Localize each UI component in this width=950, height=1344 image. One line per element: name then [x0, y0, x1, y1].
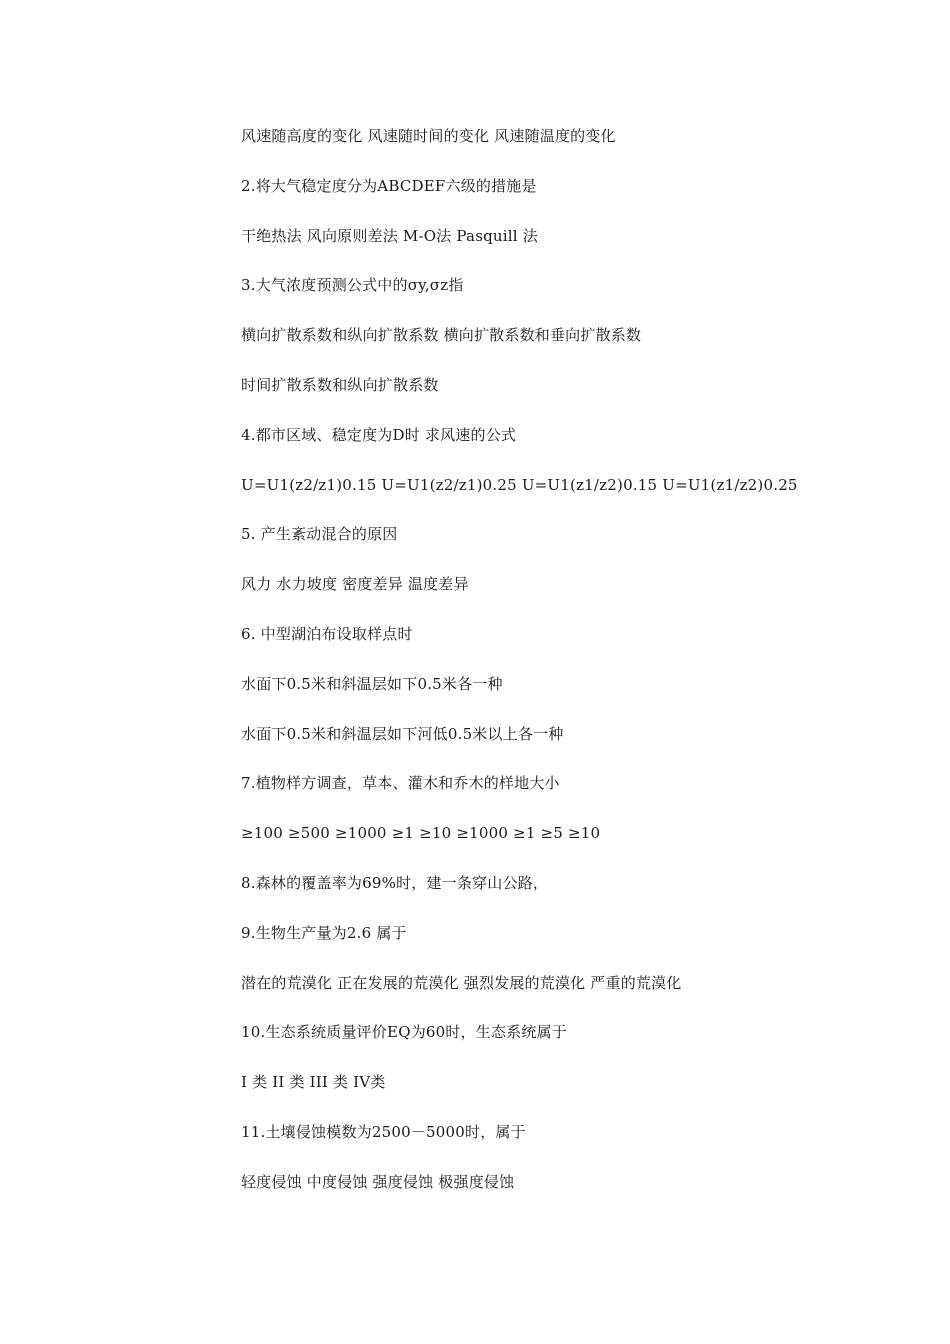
question-line: 9.生物生产量为2.6 属于 — [241, 923, 407, 942]
question-line: 7.植物样方调查，草本、灌木和乔木的样地大小 — [241, 774, 560, 793]
answer-options: I 类 II 类 III 类 IV类 — [241, 1073, 386, 1092]
answer-options: 水面下0.5米和斜温层如下河低0.5米以上各一种 — [241, 724, 564, 743]
answer-options: 横向扩散系数和纵向扩散系数 横向扩散系数和垂向扩散系数 — [241, 326, 642, 345]
answer-options: 轻度侵蚀 中度侵蚀 强度侵蚀 极强度侵蚀 — [241, 1172, 515, 1191]
question-line: 11.土壤侵蚀模数为2500－5000时，属于 — [241, 1122, 526, 1141]
question-line: 4.都市区域、稳定度为D时 求风速的公式 — [241, 425, 517, 444]
question-line: 5. 产生紊动混合的原因 — [241, 525, 398, 544]
document-body — [241, 124, 801, 1220]
text-line: 风速随高度的变化 风速随时间的变化 风速随温度的变化 — [241, 127, 616, 145]
question-line: 6. 中型湖泊布设取样点时 — [241, 624, 413, 643]
question-line: 10.生态系统质量评价EQ为60时，生态系统属于 — [241, 1023, 567, 1042]
answer-options: 潜在的荒漠化 正在发展的荒漠化 强烈发展的荒漠化 严重的荒漠化 — [241, 973, 682, 992]
answer-options: ≥100 ≥500 ≥1000 ≥1 ≥10 ≥1000 ≥1 ≥5 ≥10 — [241, 824, 601, 843]
question-line: 2.将大气稳定度分为ABCDEF六级的措施是 — [241, 176, 537, 195]
answer-options: 干绝热法 风向原则差法 M-O法 Pasquill 法 — [241, 226, 538, 245]
answer-options: 风力 水力坡度 密度差异 温度差异 — [241, 575, 469, 594]
question-line: 3.大气浓度预测公式中的σy,σz指 — [241, 276, 464, 295]
question-line: 8.森林的覆盖率为69%时，建一条穿山公路， — [241, 873, 549, 892]
answer-options: 水面下0.5米和斜温层如下0.5米各一种 — [241, 674, 503, 693]
answer-options: 时间扩散系数和纵向扩散系数 — [241, 375, 439, 394]
answer-options: U=U1(z2/z1)0.15 U=U1(z2/z1)0.25 U=U1(z1/z2)0.15 U=U1(z1/z2)0.25 — [241, 475, 798, 494]
